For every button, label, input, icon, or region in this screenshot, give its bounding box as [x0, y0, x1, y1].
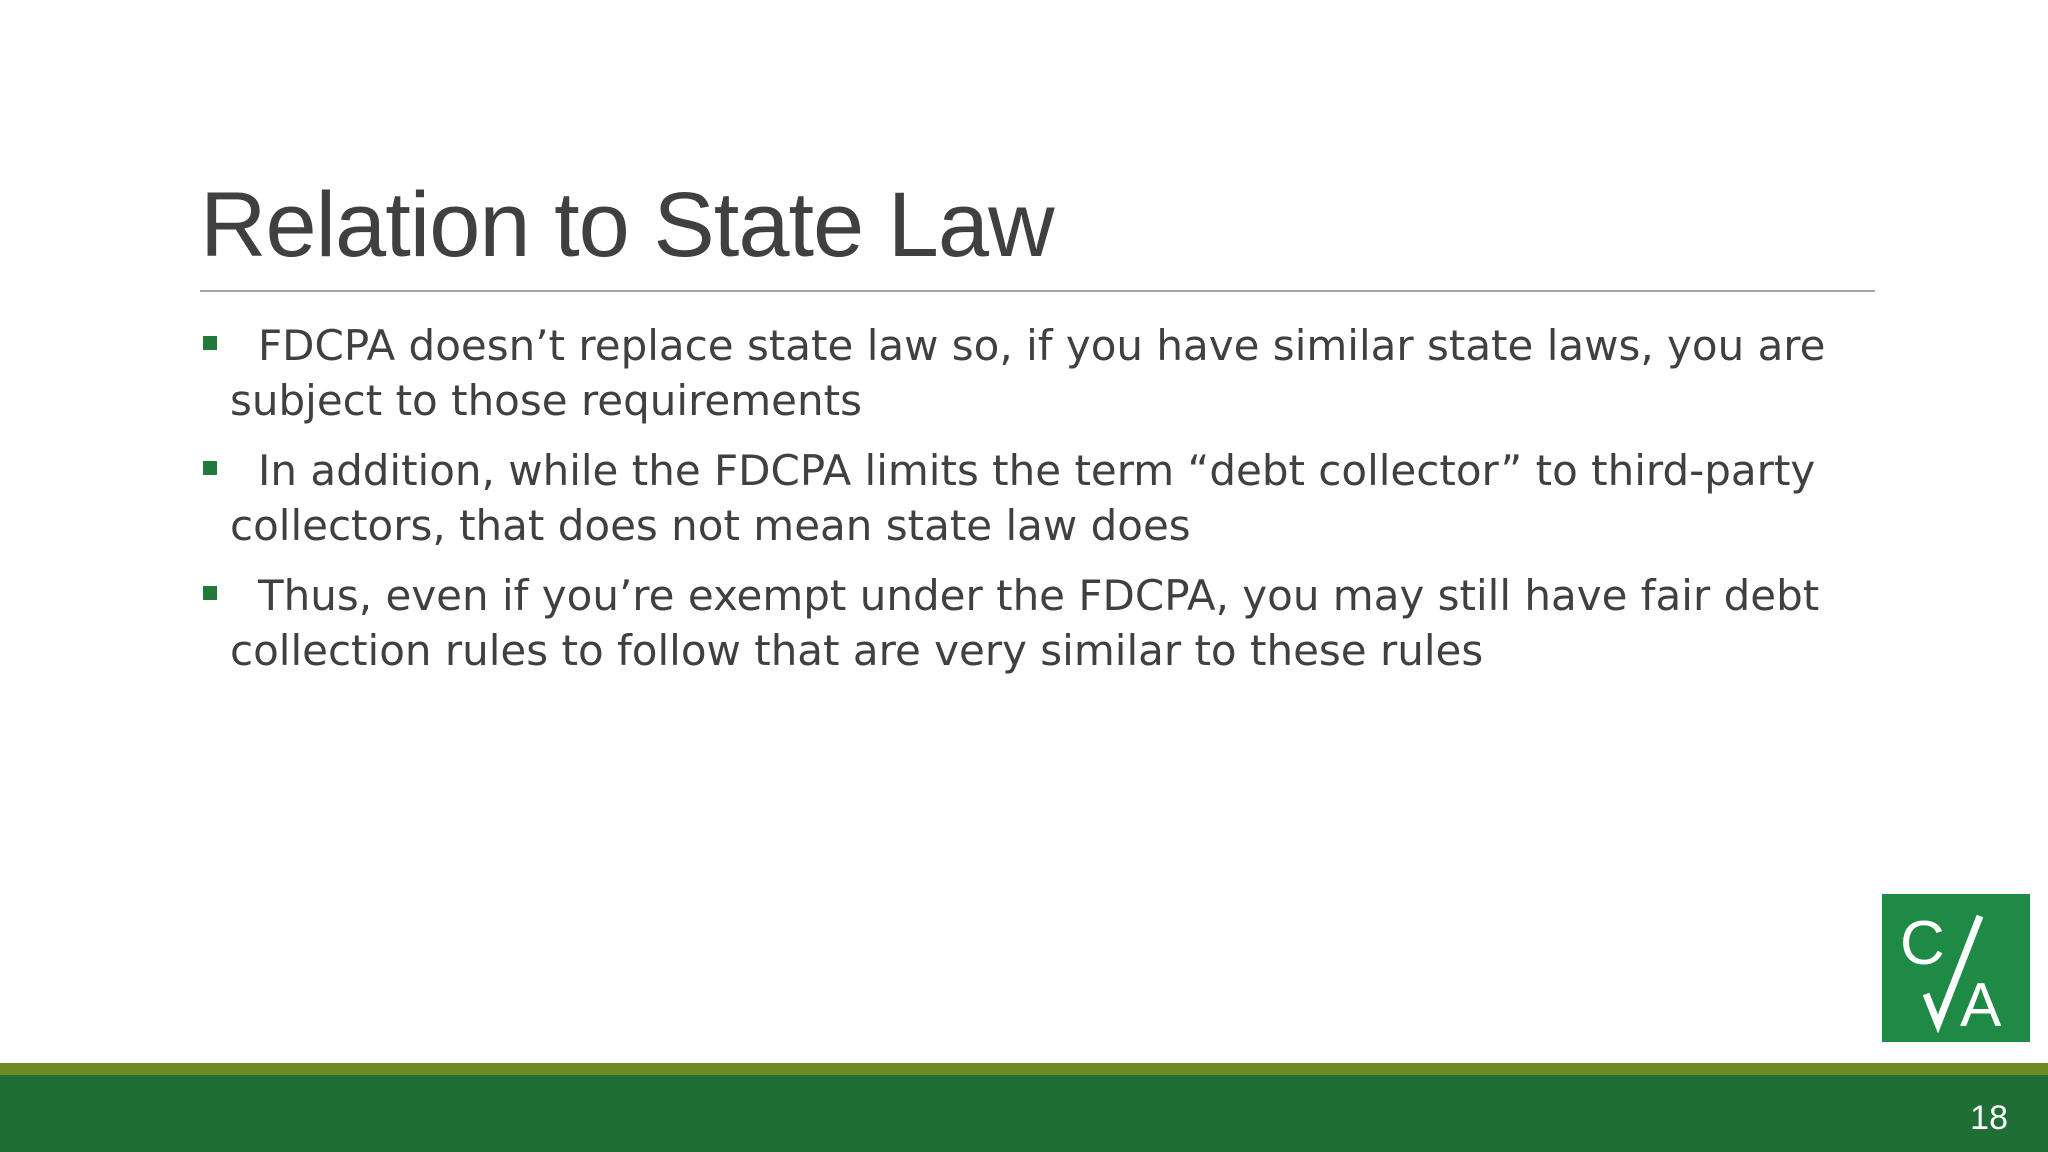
bullet-item	[200, 318, 1880, 428]
square-bullet-icon	[203, 586, 217, 600]
slide-title: Relation to State Law	[200, 174, 1054, 276]
bullet-list	[200, 318, 1880, 693]
bullet-text: Thus, even if you’re exempt under the FDCPA, you may still have fair debt collection rules to follow that are very similar to these rules	[230, 571, 1820, 675]
square-bullet-icon	[203, 336, 217, 350]
bullet-item	[200, 568, 1880, 678]
square-bullet-icon	[203, 461, 217, 475]
logo-letter-a: A	[1960, 971, 2002, 1040]
slide-number: 18	[1970, 1099, 2008, 1137]
logo-mark	[1882, 894, 2030, 1042]
bullet-text: FDCPA doesn’t replace state law so, if you have similar state laws, you are subject to those requirements	[230, 321, 1826, 425]
bullet-item	[200, 443, 1880, 553]
bullet-text: In addition, while the FDCPA limits the term “debt collector” to third-party collectors, that does not mean state law does	[230, 446, 1816, 550]
company-logo	[1882, 894, 2030, 1042]
footer-accent-stripe	[0, 1063, 2048, 1075]
footer-bar	[0, 1075, 2048, 1152]
logo-letter-c: C	[1900, 909, 1945, 978]
title-divider	[200, 290, 1875, 292]
